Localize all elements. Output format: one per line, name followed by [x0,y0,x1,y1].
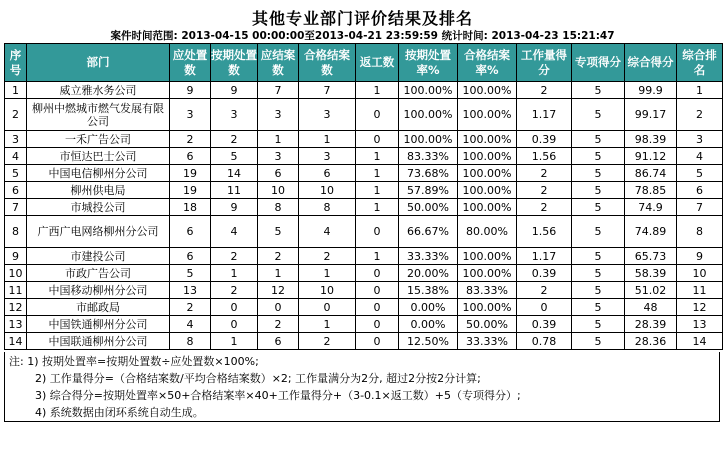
note-line: 4) 系统数据由闭环系统自动生成。 [35,406,204,419]
table-cell: 73.68% [399,165,458,182]
table-cell: 3 [258,99,299,131]
table-cell: 9 [211,199,258,216]
table-cell: 5 [572,316,625,333]
table-cell: 3 [5,131,27,148]
evaluation-table [4,43,723,350]
table-row [5,199,723,216]
table-cell: 8 [170,333,211,350]
table-cell: 0.78 [517,333,572,350]
table-cell: 0 [356,131,399,148]
table-cell: 83.33% [399,148,458,165]
table-cell: 100.00% [458,148,517,165]
table-cell: 78.85 [625,182,677,199]
table-cell: 1 [356,199,399,216]
table-cell: 10 [5,265,27,282]
table-cell: 74.89 [625,216,677,248]
table-cell: 100.00% [399,131,458,148]
table-cell: 11 [5,282,27,299]
table-cell: 5 [572,165,625,182]
table-cell: 5 [572,182,625,199]
department-cell: 一禾广告公司 [27,131,170,148]
header-cell: 综合得分 [625,44,677,82]
table-cell: 100.00% [458,199,517,216]
table-cell: 0 [211,316,258,333]
table-cell: 19 [170,165,211,182]
table-cell: 0 [211,299,258,316]
table-cell: 100.00% [399,82,458,99]
table-cell: 2 [170,299,211,316]
table-cell: 6 [170,248,211,265]
table-cell: 6 [258,333,299,350]
table-cell: 5 [170,265,211,282]
table-cell: 0 [356,282,399,299]
table-cell: 7 [677,199,723,216]
table-cell: 100.00% [458,99,517,131]
table-cell: 5 [572,265,625,282]
table-cell: 1 [5,82,27,99]
table-cell: 3 [258,148,299,165]
table-cell: 4 [5,148,27,165]
table-cell: 3 [211,99,258,131]
table-cell: 18 [170,199,211,216]
report-subtitle: 案件时间范围: 2013-04-15 00:00:00至2013-04-21 23:59:59 统计时间: 2013-04-23 15:21:47 [110,30,615,42]
report-title: 其他专业部门评价结果及排名 [251,9,473,28]
table-cell: 9 [211,82,258,99]
table-cell: 9 [677,248,723,265]
table-cell: 5 [572,299,625,316]
table-cell: 2 [517,182,572,199]
header-cell: 合格结案数 [299,44,356,82]
table-cell: 13 [170,282,211,299]
table-cell: 6 [677,182,723,199]
header-cell: 按期处置率% [399,44,458,82]
table-row [5,265,723,282]
table-cell: 2 [299,248,356,265]
table-cell: 19 [170,182,211,199]
table-cell: 5 [572,148,625,165]
table-cell: 100.00% [458,182,517,199]
table-cell: 8 [299,199,356,216]
table-cell: 5 [572,99,625,131]
table-cell: 4 [170,316,211,333]
notes-box [4,352,720,422]
table-row [5,282,723,299]
table-cell: 1.56 [517,216,572,248]
table-cell: 3 [299,99,356,131]
table-cell: 100.00% [458,299,517,316]
table-cell: 12 [5,299,27,316]
table-cell: 100.00% [458,248,517,265]
table-cell: 10 [299,182,356,199]
table-cell: 65.73 [625,248,677,265]
table-cell: 8 [677,216,723,248]
table-cell: 5 [572,82,625,99]
table-cell: 1 [356,82,399,99]
table-cell: 3 [677,131,723,148]
table-cell: 1 [356,182,399,199]
table-cell: 2 [517,282,572,299]
table-cell: 0.39 [517,265,572,282]
table-cell: 5 [572,282,625,299]
department-cell: 广西广电网络柳州分公司 [27,216,170,248]
table-cell: 4 [299,216,356,248]
table-cell: 0 [356,216,399,248]
table-cell: 58.39 [625,265,677,282]
table-cell: 9 [5,248,27,265]
table-row [5,248,723,265]
table-cell: 100.00% [458,165,517,182]
header-cell: 专项得分 [572,44,625,82]
header-cell: 综合排名 [677,44,723,82]
table-cell: 2 [299,333,356,350]
header-row [5,44,723,82]
table-cell: 5 [211,148,258,165]
table-cell: 57.89% [399,182,458,199]
department-cell: 市政广告公司 [27,265,170,282]
table-row [5,82,723,99]
table-cell: 1 [211,333,258,350]
table-cell: 1 [677,82,723,99]
table-cell: 1 [356,248,399,265]
table-cell: 1 [211,265,258,282]
table-cell: 11 [677,282,723,299]
table-cell: 0.39 [517,131,572,148]
department-cell: 中国联通柳州分公司 [27,333,170,350]
header-cell: 应处置数 [170,44,211,82]
header-cell: 部门 [27,44,170,82]
header-cell: 返工数 [356,44,399,82]
table-cell: 14 [5,333,27,350]
table-cell: 80.00% [458,216,517,248]
table-cell: 6 [258,165,299,182]
table-cell: 12.50% [399,333,458,350]
department-cell: 中国电信柳州分公司 [27,165,170,182]
table-row [5,216,723,248]
table-row [5,316,723,333]
table-cell: 5 [258,216,299,248]
table-cell: 3 [299,148,356,165]
table-cell: 2 [517,199,572,216]
table-cell: 0 [356,316,399,333]
table-cell: 2 [677,99,723,131]
table-cell: 0 [356,99,399,131]
table-cell: 5 [572,248,625,265]
table-row [5,148,723,165]
table-cell: 51.02 [625,282,677,299]
table-cell: 33.33% [399,248,458,265]
header-cell: 按期处置数 [211,44,258,82]
header-cell: 合格结案率% [458,44,517,82]
table-cell: 8 [5,216,27,248]
table-cell: 0.00% [399,299,458,316]
table-cell: 100.00% [458,82,517,99]
table-cell: 5 [572,199,625,216]
table-cell: 2 [170,131,211,148]
table-cell: 1 [299,265,356,282]
table-cell: 1 [356,165,399,182]
table-cell: 14 [211,165,258,182]
table-cell: 28.36 [625,333,677,350]
department-cell: 中国铁通柳州分公司 [27,316,170,333]
table-cell: 15.38% [399,282,458,299]
table-cell: 74.9 [625,199,677,216]
table-cell: 2 [5,99,27,131]
header-cell: 应结案数 [258,44,299,82]
department-cell: 市邮政局 [27,299,170,316]
table-cell: 2 [258,316,299,333]
table-cell: 5 [572,131,625,148]
department-cell: 市城投公司 [27,199,170,216]
table-cell: 91.12 [625,148,677,165]
note-line: 3) 综合得分=按期处置率×50+合格结案率×40+工作量得分+（3-0.1×返工数）+5（专项得分）; [35,389,521,402]
table-cell: 1.17 [517,99,572,131]
table-cell: 1 [299,316,356,333]
table-cell: 6 [5,182,27,199]
table-cell: 1.56 [517,148,572,165]
table-cell: 13 [677,316,723,333]
table-cell: 5 [5,165,27,182]
table-row [5,333,723,350]
department-cell: 柳州中燃城市燃气发展有限公司 [27,99,170,131]
table-cell: 50.00% [458,316,517,333]
table-cell: 0 [356,333,399,350]
table-cell: 66.67% [399,216,458,248]
table-cell: 14 [677,333,723,350]
table-cell: 100.00% [399,99,458,131]
table-cell: 33.33% [458,333,517,350]
table-cell: 28.39 [625,316,677,333]
table-cell: 6 [299,165,356,182]
note-line: 2) 工作量得分=（合格结案数/平均合格结案数）×2; 工作量满分为2分, 超过2分按2分计算; [35,372,481,385]
table-cell: 0 [356,265,399,282]
table-cell: 7 [299,82,356,99]
table-cell: 98.39 [625,131,677,148]
table-cell: 2 [517,165,572,182]
table-cell: 8 [258,199,299,216]
table-cell: 6 [170,148,211,165]
table-row [5,299,723,316]
table-cell: 0 [517,299,572,316]
table-cell: 99.17 [625,99,677,131]
table-cell: 99.9 [625,82,677,99]
table-cell: 2 [258,248,299,265]
table-cell: 4 [211,216,258,248]
table-row [5,131,723,148]
table-row [5,165,723,182]
table-cell: 11 [211,182,258,199]
table-cell: 5 [572,333,625,350]
table-cell: 50.00% [399,199,458,216]
table-cell: 2 [517,82,572,99]
table-cell: 1.17 [517,248,572,265]
table-cell: 9 [170,82,211,99]
table-cell: 10 [677,265,723,282]
table-cell: 1 [356,148,399,165]
table-cell: 10 [258,182,299,199]
table-cell: 0 [356,299,399,316]
table-cell: 86.74 [625,165,677,182]
table-cell: 0.39 [517,316,572,333]
table-cell: 2 [211,131,258,148]
table-row [5,99,723,131]
department-cell: 柳州供电局 [27,182,170,199]
table-cell: 83.33% [458,282,517,299]
table-cell: 0 [258,299,299,316]
table-cell: 3 [170,99,211,131]
note-line: 注: 1) 按期处置率=按期处置数÷应处置数×100%; [9,355,259,368]
department-cell: 市恒达巴士公司 [27,148,170,165]
header-cell: 工作量得分 [517,44,572,82]
table-cell: 6 [170,216,211,248]
table-cell: 5 [677,165,723,182]
table-cell: 4 [677,148,723,165]
table-cell: 100.00% [458,265,517,282]
table-cell: 48 [625,299,677,316]
table-cell: 7 [258,82,299,99]
table-row [5,182,723,199]
table-cell: 0 [299,299,356,316]
table-cell: 1 [258,131,299,148]
table-cell: 7 [5,199,27,216]
department-cell: 威立雅水务公司 [27,82,170,99]
table-cell: 20.00% [399,265,458,282]
table-cell: 12 [677,299,723,316]
table-cell: 1 [299,131,356,148]
table-cell: 5 [572,216,625,248]
table-cell: 2 [211,248,258,265]
department-cell: 市建投公司 [27,248,170,265]
table-cell: 10 [299,282,356,299]
table-cell: 0.00% [399,316,458,333]
department-cell: 中国移动柳州分公司 [27,282,170,299]
table-cell: 1 [258,265,299,282]
header-cell: 序号 [5,44,27,82]
table-cell: 100.00% [458,131,517,148]
table-cell: 13 [5,316,27,333]
table-cell: 12 [258,282,299,299]
table-cell: 2 [211,282,258,299]
